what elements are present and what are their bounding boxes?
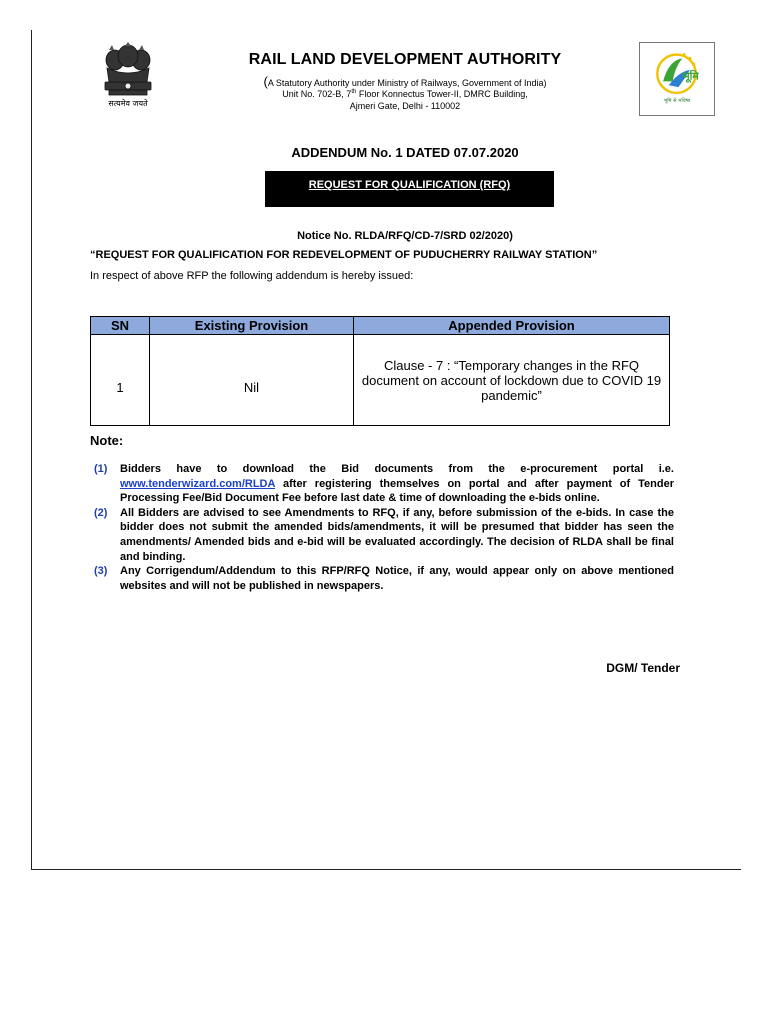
subtitle-open-paren: ( (263, 74, 268, 89)
organization-name: RAIL LAND DEVELOPMENT AUTHORITY (248, 51, 562, 68)
subtitle-text: A Statutory Authority under Ministry of Railways, Government of India) (267, 78, 547, 88)
note-text: All Bidders are advised to see Amendments to RFQ, if any, before submission of the e-bids. In case the bidder does not submit the amended bids/amendments, it will be presumed that bidder has seen the amendments/ Amended bids and e-bid will be evaluated accordingly. The decision of RLDA shall be final and binding. (120, 506, 674, 563)
address-part-a: Unit No. 702-B, 7 (282, 89, 352, 99)
project-title: “REQUEST FOR QUALIFICATION FOR REDEVELOPMENT OF PUDUCHERRY RAILWAY STATION” (90, 249, 598, 261)
note-number: (1) (94, 463, 108, 475)
intro-text: In respect of above RFP the following addendum is hereby issued: (90, 270, 414, 282)
provision-table (90, 316, 670, 426)
cell-appended: Clause - 7 : “Temporary changes in the RFQ document on account of lockdown due to COVID 19 pandemic” (354, 335, 670, 426)
tenderwizard-link[interactable]: www.tenderwizard.com/RLDA (120, 477, 276, 490)
list-item (94, 564, 674, 593)
rfq-banner (265, 171, 554, 207)
address-line-2: Ajmeri Gate, Delhi - 110002 (349, 101, 461, 111)
rfq-banner-text: REQUEST FOR QUALIFICATION (RFQ) (308, 179, 511, 191)
note-text: Any Corrigendum/Addendum to this RFP/RFQ Notice, if any, would appear only on above mentioned websites and will not be published in newspapers. (120, 565, 674, 592)
organization-subtitle (200, 74, 610, 89)
emblem-motto: सत्यमेव जयते (108, 99, 148, 108)
note-number: (3) (94, 565, 108, 578)
list-item (94, 506, 674, 564)
notes-list (94, 462, 674, 593)
table-header-row (91, 317, 670, 335)
cell-sn: 1 (91, 335, 150, 426)
table-row (91, 335, 670, 426)
cell-existing: Nil (150, 335, 354, 426)
address-line-1 (200, 89, 610, 99)
rlda-logo (639, 42, 715, 116)
header-sn: SN (91, 317, 150, 335)
notes-heading: Note: (90, 433, 124, 448)
header-existing: Existing Provision (150, 317, 354, 335)
note-text-b: after registering themselves on portal and after payment of Tender Processing Fee/Bid Document Fee before last date & time of downloading the e-bids online. (120, 477, 674, 505)
notice-number: Notice No. RLDA/RFQ/CD-7/SRD 02/2020) (297, 230, 513, 242)
logo-tagline: भूमि से भविष्य (663, 98, 691, 104)
address-part-b: Floor Konnectus Tower-II, DMRC Building, (356, 89, 528, 99)
address-superscript: th (351, 89, 357, 95)
header-appended: Appended Provision (354, 317, 670, 335)
svg-text:भूमि: भूमि (682, 70, 699, 83)
note-number: (2) (94, 506, 108, 519)
addendum-title: ADDENDUM No. 1 DATED 07.07.2020 (291, 145, 519, 160)
bottom-border-line (31, 869, 741, 870)
list-item (94, 462, 674, 506)
signature-designation: DGM/ Tender (606, 661, 680, 675)
left-border-line (31, 30, 32, 870)
note-text-a: Bidders have to download the Bid documents from the e-procurement portal i.e. (120, 463, 674, 475)
